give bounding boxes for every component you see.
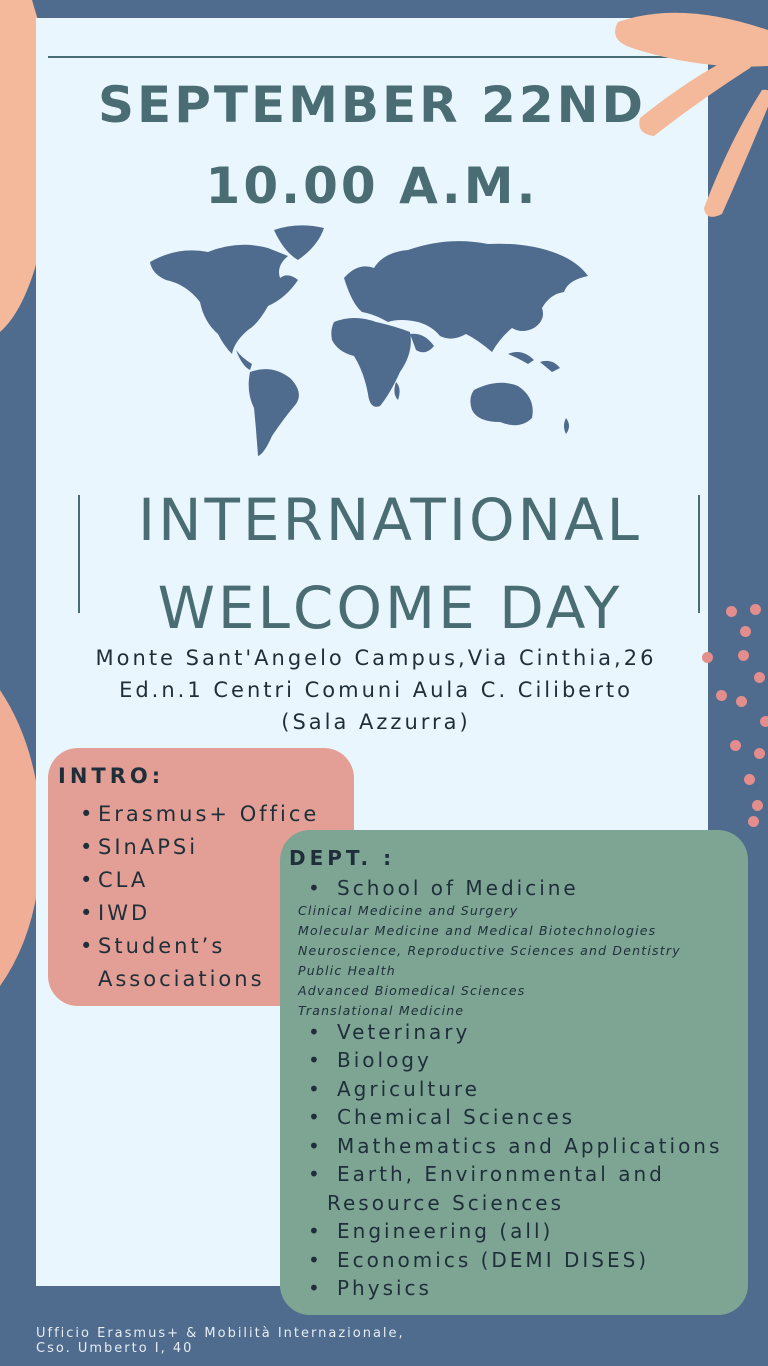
decor-dot <box>744 774 755 785</box>
intro-item: • SInAPSi <box>80 835 199 859</box>
dept-item: • Veterinary <box>308 1020 471 1044</box>
intro-item: • IWD <box>80 901 151 925</box>
event-title-line1: INTERNATIONAL <box>138 486 642 554</box>
intro-item: • CLA <box>80 868 149 892</box>
venue-line1: Monte Sant'Angelo Campus,Via Cinthia,26 <box>95 646 657 670</box>
dept-heading: DEPT. : <box>289 846 396 870</box>
medicine-sub-item: Public Health <box>298 963 396 978</box>
medicine-sub-item: Neuroscience, Reproductive Sciences and Dentistry <box>298 943 681 958</box>
decor-dot <box>736 696 747 707</box>
footer-line1: Ufficio Erasmus+ & Mobilità Internazionale, <box>36 1326 405 1341</box>
intro-item: • Erasmus+ Office <box>80 802 320 826</box>
venue-line2: Ed.n.1 Centri Comuni Aula C. Ciliberto <box>119 678 633 702</box>
decor-dot <box>726 606 737 617</box>
dept-item: • Engineering (all) <box>308 1219 554 1243</box>
dept-item: • Physics <box>308 1276 432 1300</box>
decor-dot <box>738 650 749 661</box>
dept-item: • Agriculture <box>308 1077 480 1101</box>
dept-item: • Biology <box>308 1048 432 1072</box>
event-time: 10.00 A.M. <box>205 157 539 215</box>
decor-dot <box>748 816 759 827</box>
venue-line3: (Sala Azzurra) <box>281 710 471 734</box>
dept-item: • Economics (DEMI DISES) <box>308 1248 650 1272</box>
dept-item: • Chemical Sciences <box>308 1105 576 1129</box>
decor-dot <box>716 690 727 701</box>
decor-dot <box>702 652 713 663</box>
decor-dot <box>750 604 761 615</box>
decor-dot <box>754 672 765 683</box>
intro-item: • Student’s Associations <box>80 934 265 991</box>
dept-item-cont: Resource Sciences <box>327 1191 565 1215</box>
medicine-sub-item: Molecular Medicine and Medical Biotechnologies <box>298 923 657 938</box>
dept-item-medicine: • School of Medicine <box>308 876 579 900</box>
footer-address <box>36 1326 405 1356</box>
intro-heading: INTRO: <box>58 764 165 788</box>
decor-dot <box>752 800 763 811</box>
medicine-sub-item: Translational Medicine <box>298 1003 465 1018</box>
event-title-line2: WELCOME DAY <box>157 574 623 642</box>
footer-line2: Cso. Umberto I, 40 <box>36 1341 194 1356</box>
dept-item: • Earth, Environmental and <box>308 1162 665 1186</box>
dept-item: • Mathematics and Applications <box>308 1134 723 1158</box>
medicine-sub-item: Advanced Biomedical Sciences <box>298 983 526 998</box>
world-map-icon <box>148 222 598 467</box>
decor-dot <box>740 626 751 637</box>
decor-dot <box>730 740 741 751</box>
decor-dot <box>754 748 765 759</box>
decor-dot <box>760 716 768 727</box>
event-date: SEPTEMBER 22ND <box>98 76 646 134</box>
medicine-sub-item: Clinical Medicine and Surgery <box>298 903 519 918</box>
